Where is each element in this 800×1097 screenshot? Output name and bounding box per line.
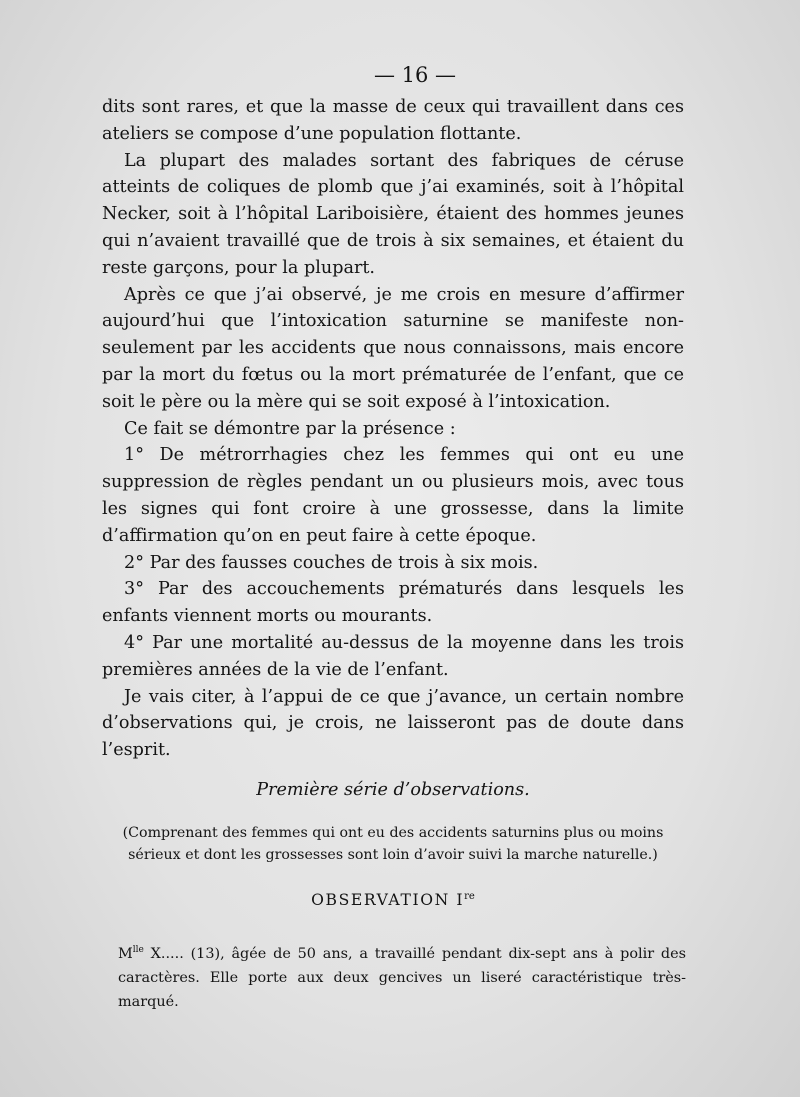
paragraph-5: 1° De métrorrhagies chez les femmes qui ont eu une suppression de règles pendant un ou plusieurs mois, avec tous les signes qui font croire à une grossesse, dans la limite d’affirmation qu’on en peut faire à cette époque. <box>102 445 684 546</box>
observation-text <box>118 938 686 1014</box>
observation-heading-text: OBSERVATION I <box>311 891 465 910</box>
paragraph-3: Après ce que j’ai observé, je me crois en mesure d’affirmer aujourd’hui que l’intoxication saturnine se manifeste non-seulement par les accidents que nous connaissons, mais encore par la mort du fœtus ou la mort prématurée de l’enfant, que ce soit le père ou la mère qui se soit exposé à l’intoxication. <box>102 284 684 412</box>
observation-body: X..... (13), âgée de 50 ans, a travaillé pendant dix-sept ans à polir des caractères. Elle porte aux deux gencives un liseré caractéristique très-marqué. <box>118 945 686 1010</box>
paragraph-4: Ce fait se démontre par la présence : <box>124 418 456 439</box>
paragraph-6: 2° Par des fausses couches de trois à six mois. <box>124 552 539 573</box>
section-note: (Comprenant des femmes qui ont eu des accidents saturnins plus ou moins sérieux et dont les grossesses sont loin d’avoir suivi la marche naturelle.) <box>122 825 664 863</box>
section-title: Première série d’observations. <box>256 780 530 800</box>
observation-salutation-sup: lle <box>132 945 144 955</box>
paragraph-7: 3° Par des accouchements prématurés dans lesquels les enfants viennent morts ou mourants. <box>102 579 684 627</box>
body-text <box>102 94 684 764</box>
page-number: — 16 — <box>373 63 457 87</box>
observation-heading <box>102 891 684 909</box>
observation-heading-sup: re <box>464 891 475 902</box>
observation-salutation: M <box>118 945 133 962</box>
paragraph-2: La plupart des malades sortant des fabriques de céruse atteints de coliques de plomb que j’ai examinés, soit à l’hôpital Necker, soit à l’hôpital Lariboisière, étaient des hommes jeunes qui n’avaient travaillé que de trois à six semaines, et étaient du reste garçons, pour la plupart. <box>102 150 684 278</box>
paragraph-9: Je vais citer, à l’appui de ce que j’avance, un certain nombre d’observations qui, je crois, ne laisseront pas de doute dans l’esprit. <box>102 686 684 761</box>
paragraph-8: 4° Par une mortalité au-dessus de la moyenne dans les trois premières années de la vie de l’enfant. <box>102 632 684 680</box>
paragraph-1: dits sont rares, et que la masse de ceux qui travaillent dans ces ateliers se compose d’une population flottante. <box>102 97 684 144</box>
